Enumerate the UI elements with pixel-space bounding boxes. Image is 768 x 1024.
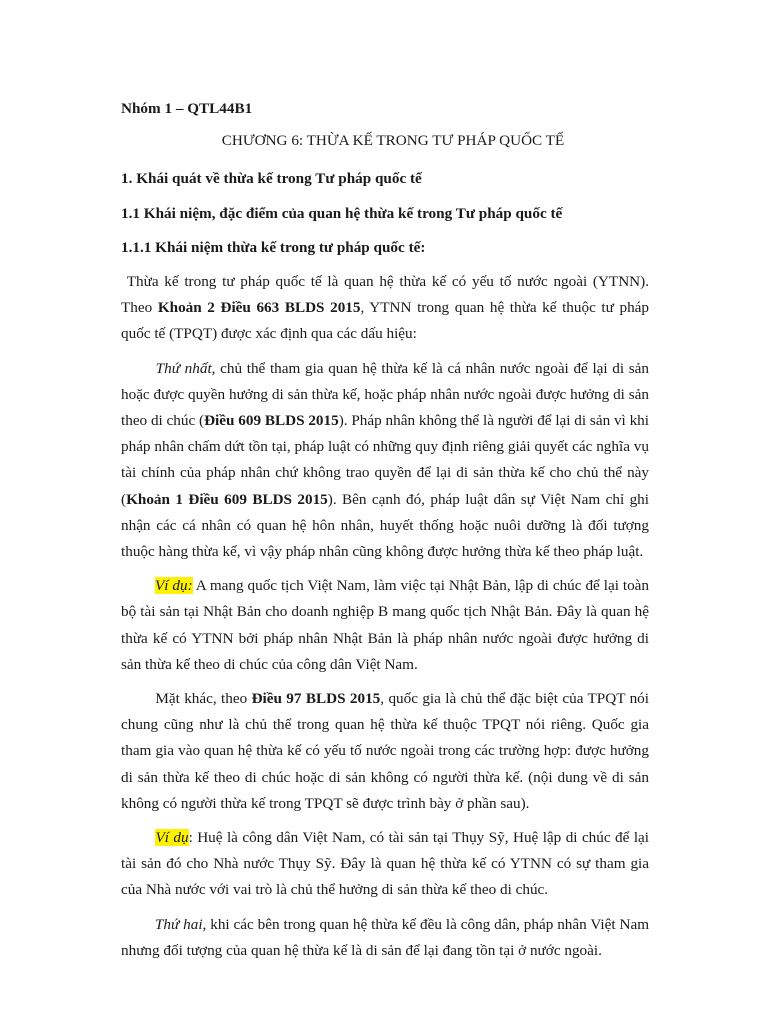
legal-reference: Điều 609 BLDS 2015 [204,412,339,430]
document-body [121,96,649,972]
paragraph-text: , chủ thể tham gia quan hệ thừa kế là cá nhân nước ngoài để lại di sản hoặc được quyền hưởng di sản thừa kế, hoặc pháp nhân nước ngoài được hưởng di sản theo di chúc ( [121,359,650,430]
heading-1: 1. Khái quát về thừa kế trong Tư pháp quốc tế [121,170,422,188]
paragraph-text: , quốc gia là chủ thể đặc biệt của TPQT nói chung cũng như là chủ thể trong quan hệ thừa kế thuộc TPQT nói riêng. Quốc gia tham gia vào quan hệ thừa kế có yếu tố nước ngoài trong các trường hợp: được hưởng di sản thừa kế theo di chúc hoặc di sản không có người thừa kế. (nội dung về di sản không có người thừa kế trong TPQT sẽ được trình bày ở phần sau). [121,690,649,812]
ordinal-label: Thứ nhất [155,359,212,377]
paragraph-second-sign [121,912,649,964]
paragraph-first-sign [121,356,649,566]
heading-1-1: 1.1 Khái niệm, đặc điểm của quan hệ thừa kế trong Tư pháp quốc tế [121,204,563,222]
paragraph-text: , khi các bên trong quan hệ thừa kế đều là công dân, pháp nhân Việt Nam nhưng đối tượng của quan hệ thừa kế là di sản để lại đang tồn tại ở nước ngoài. [121,915,650,959]
legal-reference: Khoản 1 Điều 609 BLDS 2015 [126,490,328,508]
paragraph-text: , YTNN trong quan hệ thừa kế thuộc tư pháp quốc tế (TPQT) được xác định qua các dấu hiệu: [121,299,649,343]
paragraph-text: Thừa kế trong tư pháp quốc tế là quan hệ thừa kế có yếu tố nước ngoài (YTNN). Theo [121,273,650,317]
chapter-title: CHƯƠNG 6: THỪA KẾ TRONG TƯ PHÁP QUỐC TẾ [221,132,565,150]
group-label: Nhóm 1 – QTL44B1 [121,100,253,117]
example-label: Ví dụ [155,829,189,847]
legal-reference: Điều 97 BLDS 2015 [251,690,381,708]
paragraph-text: A mang quốc tịch Việt Nam, làm việc tại Nhật Bản, lập di chúc để lại toàn bộ tài sản tại Nhật Bản cho doanh nghiệp B mang quốc tịch Nhật Bản. Đây là quan hệ thừa kế có YTNN bởi pháp nhân Nhật Bản là pháp nhân nước ngoài được hưởng di sản thừa kế theo di chúc của công dân Việt Nam. [121,577,650,673]
paragraph-text: Mặt khác, theo [155,690,252,708]
paragraph-example-1 [121,573,649,678]
example-label: Ví dụ: [154,577,193,595]
paragraph-text: : Huệ là công dân Việt Nam, có tài sản tại Thụy Sỹ, Huệ lập di chúc để lại tài sản đó cho Nhà nước Thụy Sỹ. Đây là quan hệ thừa kế có YTNN có sự tham gia của Nhà nước với vai trò là chủ thể hưởng di sản thừa kế theo di chúc. [121,829,649,899]
paragraph-text: ). Pháp nhân không thể là người để lại di sản vì khi pháp nhân chấm dứt tồn tại, pháp luật có những quy định riêng giải quyết các nghĩa vụ tài chính của pháp nhân chứ không trao quyền để lại di sản thừa kế cho chủ thể này ( [121,412,649,508]
paragraph-text: ). Bên cạnh đó, pháp luật dân sự Việt Nam chỉ ghi nhận các cá nhân có quan hệ hôn nhân, huyết thống hoặc nuôi dưỡng là đối tượng thuộc hàng thừa kế, vì vậy pháp nhân cũng không được hưởng thừa kế theo pháp luật. [121,490,649,561]
paragraph-example-2 [121,825,649,904]
paragraph-state-subject [121,686,649,817]
paragraph-definition [121,269,649,348]
legal-reference: Khoản 2 Điều 663 BLDS 2015 [157,299,361,317]
ordinal-label: Thứ hai [154,915,203,933]
heading-1-1-1: 1.1.1 Khái niệm thừa kế trong tư pháp quốc tế: [121,238,426,256]
